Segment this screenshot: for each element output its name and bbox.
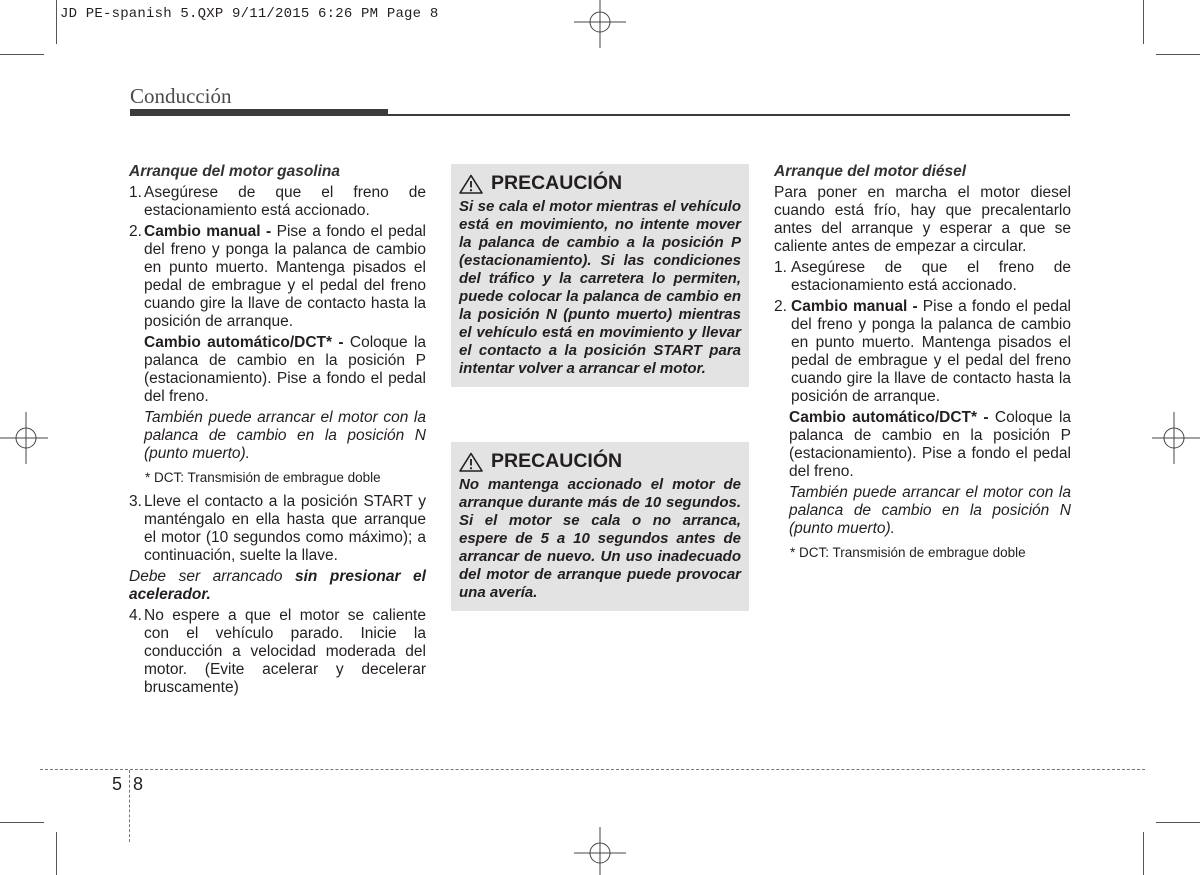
list-text: Asegúrese de que el freno de estacionamiento está accionado. [791, 259, 1071, 294]
crop-mark [56, 0, 57, 44]
header-rule-thick [130, 109, 388, 116]
list-number: 3. [129, 493, 142, 510]
list-item [129, 607, 426, 697]
list-text: No espere a que el motor se caliente con el vehículo parado. Inicie la conducción a velocidad moderada del motor. (Evite acelerar y decelerar bruscamente) [144, 607, 426, 696]
crop-mark [1156, 822, 1200, 823]
crop-mark [0, 822, 44, 823]
footer-rule-right [130, 769, 1145, 770]
warning-triangle-icon [459, 174, 483, 194]
caution-title: PRECAUCIÓN [491, 172, 623, 194]
crop-mark [0, 54, 44, 55]
list-text: Lleve el contacto a la posición START y manténgalo en ella hasta que arranque el motor (10 segundos como máximo); a continuación, suelte la llave. [144, 493, 426, 564]
manual-label: Cambio manual - [791, 298, 923, 315]
automatic-label: Cambio automático/DCT* - [144, 334, 350, 351]
chapter-title: Conducción [130, 84, 232, 108]
left-column [129, 163, 426, 697]
warning-triangle-icon [459, 452, 483, 472]
section-subtitle-gasoline: Arranque del motor gasolina [129, 163, 341, 180]
automatic-label: Cambio automático/DCT* - [789, 409, 995, 426]
list-text: Asegúrese de que el freno de estacionamiento está accionado. [144, 184, 426, 219]
manual-label: Cambio manual - [144, 223, 277, 240]
header-rule-thin [388, 114, 1070, 116]
automatic-text: Coloque la palanca de cambio en la posición P (estacionamiento). Pise a fondo el pedal del freno. [789, 409, 1072, 480]
registration-mark-icon [574, 0, 626, 48]
list-number: 2. [129, 223, 142, 240]
list-number: 4. [129, 607, 142, 624]
caution-box [451, 164, 749, 387]
caution-box [451, 442, 749, 611]
list-item [129, 184, 426, 220]
list-number: 2. [774, 298, 787, 315]
caution-header [459, 172, 741, 195]
registration-mark-icon [574, 827, 626, 875]
section-subtitle-diesel: Arranque del motor diésel [774, 163, 967, 180]
page-number-divider [129, 770, 130, 842]
crop-mark [1156, 54, 1200, 55]
automatic-paragraph [129, 334, 426, 406]
list-number: 1. [129, 184, 142, 201]
caution-title: PRECAUCIÓN [491, 450, 623, 472]
diesel-intro: Para poner en marcha el motor diesel cuando está frío, hay que precalentarlo antes del arranque y esperar a que se caliente antes de empezar a circular. [774, 184, 1071, 255]
crop-mark [1143, 0, 1144, 44]
footer-rule-left [40, 769, 128, 770]
list-item [774, 298, 1071, 406]
alternative-start-text: También puede arrancar el motor con la palanca de cambio en la posición N (punto muerto). [144, 409, 426, 462]
page-number-chapter: 5 [112, 774, 123, 794]
caution-text: Si se cala el motor mientras el vehículo está en movimiento, no intente mover la palanca de cambio a la posición P (estacionamiento). Si las condiciones del tráfico y la carretera lo permiten, puede colocar la palanca de cambio en la posición N (punto muerto) mientras el vehículo está en movimiento y llevar el contacto a la posición START para intentar volver a arrancar el motor. [459, 198, 741, 377]
alternative-start-text: También puede arrancar el motor con la palanca de cambio en la posición N (punto muerto). [789, 484, 1071, 537]
registration-mark-icon [1152, 412, 1200, 464]
page-number-page: 8 [133, 774, 144, 794]
list-item [129, 493, 426, 565]
manual-text: Pise a fondo el pedal del freno y ponga la palanca de cambio en punto muerto. Mantenga pisados el pedal de embrague y el pedal del freno cuando gire la llave de contacto hasta la posición de arranque. [144, 223, 427, 330]
accelerator-warning [129, 568, 426, 604]
caution-text: No mantenga accionado el motor de arranque durante más de 10 segundos. Si el motor se cala o no arranca, espere de 5 a 10 segundos antes de arrancar de nuevo. Un uso inadecuado del motor de arranque puede provocar una avería. [459, 476, 741, 601]
registration-mark-icon [0, 412, 48, 464]
automatic-paragraph [774, 409, 1071, 481]
right-column [774, 163, 1071, 568]
list-text [144, 223, 426, 331]
warning-emphasis: sin presionar el acelerador. [129, 568, 426, 603]
dct-footnote: * DCT: Transmisión de embrague doble [790, 545, 1026, 560]
crop-mark [1143, 832, 1144, 875]
dct-footnote: * DCT: Transmisión de embrague doble [145, 470, 381, 485]
list-number: 1. [774, 259, 787, 276]
manual-text: Pise a fondo el pedal del freno y ponga la palanca de cambio en punto muerto. Mantenga pisados el pedal de embrague y el pedal del freno cuando gire la llave de contacto hasta la posición de arranque. [791, 298, 1072, 405]
automatic-text: Coloque la palanca de cambio en la posición P (estacionamiento). Pise a fondo el pedal del freno. [144, 334, 427, 405]
crop-mark [56, 832, 57, 875]
list-item [129, 223, 426, 331]
list-item [774, 259, 1071, 295]
print-slug: JD PE-spanish 5.QXP 9/11/2015 6:26 PM Page 8 [60, 6, 439, 22]
warning-text: Debe ser arrancado [129, 568, 295, 585]
list-text [791, 298, 1071, 406]
caution-header [459, 450, 741, 473]
